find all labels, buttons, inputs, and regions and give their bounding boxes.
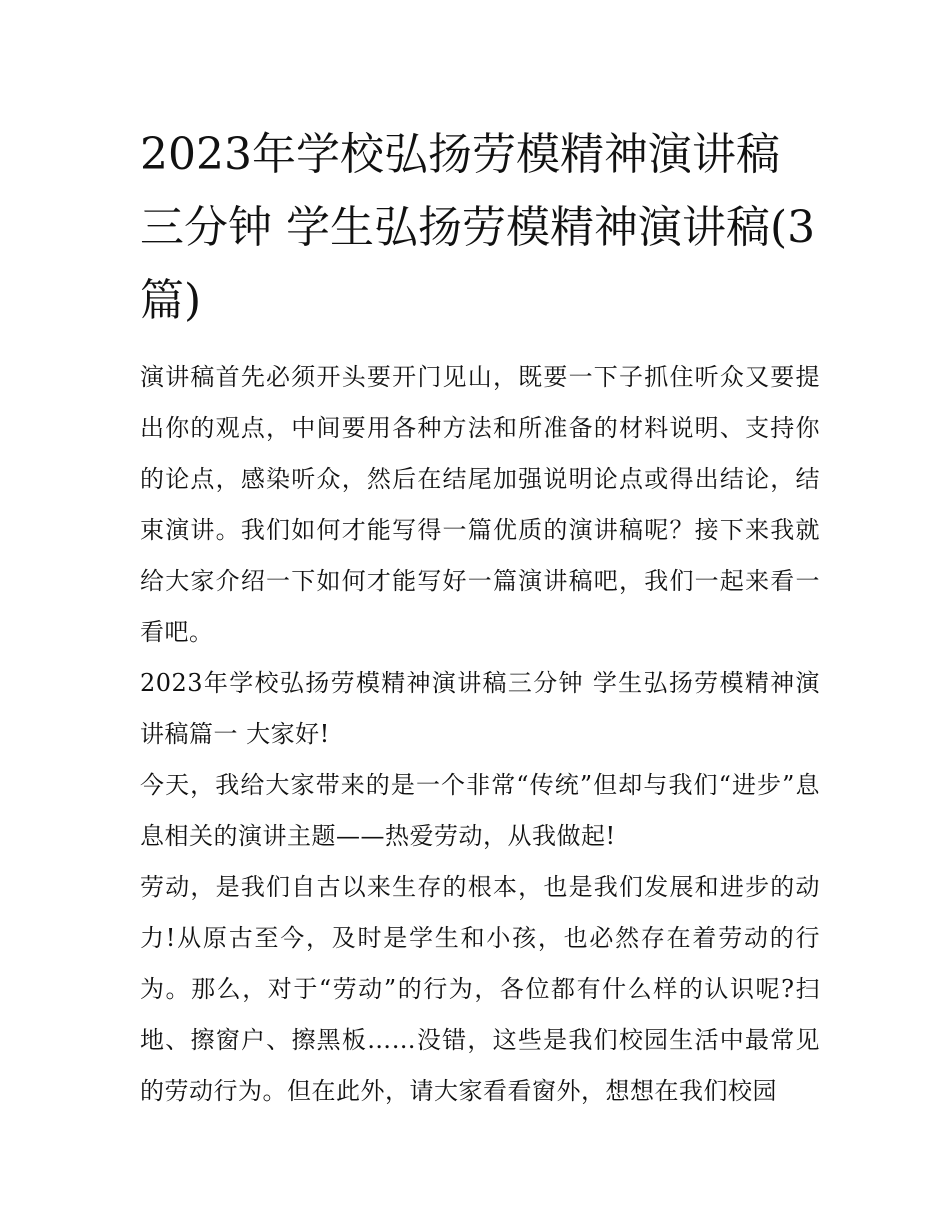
- intro-paragraph: 演讲稿首先必须开头要开门见山，既要一下子抓住听众又要提出你的观点，中间要用各种方法和所准备的材料说明、支持你的论点，感染听众，然后在结尾加强说明论点或得出结论，结束演讲。我们如何才能写得一篇优质的演讲稿呢？接下来我就给大家介绍一下如何才能写好一篇演讲稿吧，我们一起来看一看吧。: [140, 363, 820, 646]
- body-paragraph: 劳动，是我们自古以来生存的根本，也是我们发展和进步的动力!从原古至今，及时是学生和小孩，也必然存在着劳动的行为。那么，对于“劳动”的行为，各位都有什么样的认识呢?扫地、擦窗户、擦黑板……没错，这些是我们校园生活中最常见的劳动行为。但在此外，请大家看看窗外，想想在我们校园: [140, 873, 820, 1105]
- document-title: 2023年学校弘扬劳模精神演讲稿三分钟 学生弘扬劳模精神演讲稿(3篇): [140, 129, 816, 326]
- body-paragraph: 今天，我给大家带来的是一个非常“传统”但却与我们“进步”息息相关的演讲主题——热爱劳动，从我做起!: [140, 771, 820, 850]
- document-body: [140, 352, 820, 1117]
- section-heading-paragraph: 2023年学校弘扬劳模精神演讲稿三分钟 学生弘扬劳模精神演讲稿篇一 大家好!: [140, 669, 820, 748]
